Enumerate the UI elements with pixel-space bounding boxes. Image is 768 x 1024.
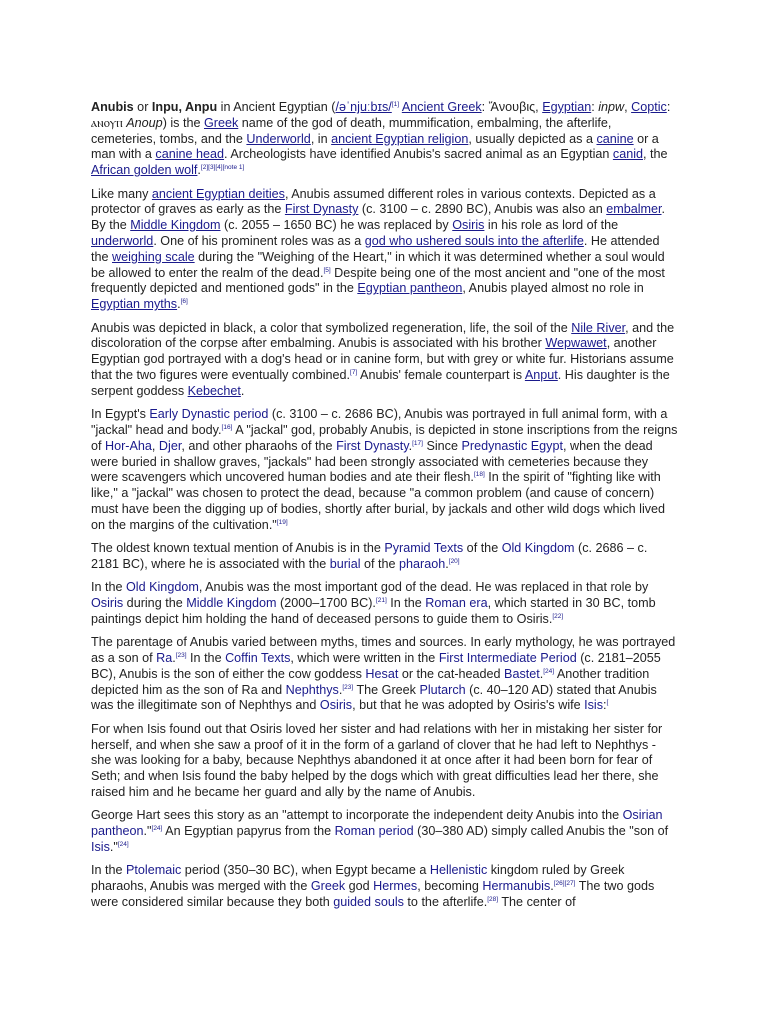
text-run: , Anubis was the most important god of the dead. He was replaced in that role by bbox=[198, 580, 649, 595]
italic-term: inpw bbox=[598, 100, 625, 114]
text-run: ) is the bbox=[162, 115, 204, 130]
text-run: (c. 3100 – c. 2890 BC), Anubis was also an bbox=[358, 202, 607, 217]
inline-link[interactable]: Nephthys bbox=[285, 682, 339, 697]
citation-ref[interactable]: [18] bbox=[473, 471, 485, 479]
text-run: during the "Weighing of the Heart," in which it was determined whether a soul would be allowed to enter the realm of the dead. bbox=[91, 249, 665, 280]
inline-link[interactable]: Bastet bbox=[504, 666, 540, 681]
text-run: The center of bbox=[498, 895, 576, 909]
inline-link[interactable]: canine head bbox=[155, 147, 225, 162]
text-run: ." bbox=[143, 824, 152, 839]
text-run: . He attended the bbox=[91, 233, 660, 264]
citation-ref[interactable]: [1] bbox=[391, 101, 400, 108]
text-run: Despite being one of the most ancient and "one of the most frequently depicted and mentioned gods" in the bbox=[91, 265, 665, 296]
text-run: In the bbox=[91, 580, 127, 595]
text-run: , becoming bbox=[417, 879, 483, 894]
text-run: . bbox=[408, 438, 413, 453]
text-run: George Hart sees this story as an "attempt to incorporate the independent deity Anubis into the bbox=[91, 808, 623, 823]
inline-link[interactable]: Middle Kingdom bbox=[186, 596, 277, 611]
text-run: Anubis was depicted in black, a color that symbolized regeneration, life, the soil of the bbox=[91, 320, 572, 335]
inline-link[interactable]: Predynastic Egypt bbox=[461, 438, 563, 453]
inline-link[interactable]: Ancient Greek bbox=[401, 100, 482, 114]
paragraph bbox=[91, 808, 678, 855]
text-run: . bbox=[550, 879, 554, 894]
inline-link[interactable]: canine bbox=[596, 131, 634, 146]
citation-ref[interactable]: [6] bbox=[180, 298, 188, 306]
citation-ref[interactable]: [28] bbox=[487, 896, 499, 903]
inline-link[interactable]: Egyptian bbox=[542, 100, 592, 114]
inline-link[interactable]: Coffin Texts bbox=[225, 651, 291, 666]
inline-link[interactable]: Osiris bbox=[319, 698, 353, 713]
text-run: . bbox=[445, 556, 449, 571]
citation-ref[interactable]: [16] bbox=[221, 423, 233, 431]
inline-link[interactable]: embalmer bbox=[606, 202, 662, 217]
text-run: Since bbox=[422, 438, 462, 453]
text-run: , the bbox=[643, 147, 668, 162]
paragraph bbox=[91, 863, 678, 910]
text-run: in his role as lord of the bbox=[484, 218, 619, 233]
article-body bbox=[91, 100, 678, 918]
italic-term: Anoup bbox=[126, 115, 163, 130]
text-run: . bbox=[338, 682, 343, 697]
citation-ref[interactable]: [24] bbox=[151, 825, 163, 833]
inline-link[interactable]: ancient Egyptian religion bbox=[331, 131, 469, 146]
paragraph bbox=[91, 580, 678, 627]
inline-link[interactable]: African golden wolf bbox=[91, 163, 198, 178]
text-run: , but that he was adopted by Osiris's wife bbox=[352, 698, 585, 713]
text-run: . bbox=[240, 383, 245, 398]
text-run: An Egyptian papyrus from the bbox=[162, 824, 335, 839]
inline-link[interactable]: Coptic bbox=[631, 100, 667, 114]
text-run: Another tradition depicted him as the son of Ra and bbox=[91, 666, 650, 697]
text-run: during the bbox=[123, 596, 187, 611]
text-run: . bbox=[539, 666, 544, 681]
text-run: , bbox=[624, 100, 632, 114]
inline-link[interactable]: Old Kingdom bbox=[501, 541, 575, 556]
inline-link[interactable]: Kebechet bbox=[187, 383, 241, 398]
inline-link[interactable]: Nile River bbox=[571, 320, 626, 335]
inline-link[interactable]: pharaoh bbox=[399, 556, 446, 571]
inline-link[interactable]: Old Kingdom bbox=[126, 580, 199, 595]
text-run: , when the dead were buried in shallow graves, "jackals" had been strongly associated with cemeteries because they were scavengers which uncovered human bodies and ate their flesh. bbox=[91, 438, 653, 485]
text-run: The Greek bbox=[353, 682, 420, 697]
inline-link[interactable]: burial bbox=[329, 556, 361, 571]
inline-link[interactable]: Roman era bbox=[425, 596, 488, 611]
inline-link[interactable]: Osiris bbox=[452, 218, 485, 233]
citation-ref[interactable]: [21] bbox=[375, 597, 387, 605]
inline-link[interactable]: Middle Kingdom bbox=[130, 218, 221, 233]
text-run: of the bbox=[360, 556, 400, 571]
citation-ref[interactable]: [19] bbox=[276, 518, 288, 526]
inline-link[interactable]: Wepwawet bbox=[545, 336, 607, 351]
citation-ref[interactable]: [ bbox=[606, 699, 609, 707]
text-run: . bbox=[172, 651, 176, 666]
inline-link[interactable]: Roman period bbox=[334, 824, 414, 839]
text-run: In the bbox=[386, 596, 426, 611]
paragraph bbox=[91, 635, 678, 714]
paragraph bbox=[91, 321, 678, 400]
inline-link[interactable]: Hermes bbox=[373, 879, 418, 894]
inline-link[interactable]: canid bbox=[612, 147, 643, 162]
text-run: The parentage of Anubis varied between myths, times and sources. In early mythology, he was portrayed as a son of bbox=[91, 635, 676, 666]
text-run: (2000–1700 BC). bbox=[276, 596, 376, 611]
text-run: , usually depicted as a bbox=[468, 131, 597, 146]
inline-link[interactable]: Egyptian myths bbox=[91, 297, 178, 312]
text-run: , bbox=[151, 438, 159, 453]
bold-term: Anubis bbox=[91, 100, 134, 114]
text-run: The oldest known textual mention of Anubis is in the bbox=[91, 541, 385, 556]
text-run: (c. 40–120 AD) stated that Anubis was the illegitimate son of Nephthys and bbox=[91, 682, 657, 713]
inline-link[interactable]: ancient Egyptian deities bbox=[151, 186, 285, 201]
inline-link[interactable]: Osiris bbox=[91, 596, 124, 611]
inline-link[interactable]: Djer bbox=[158, 438, 182, 453]
text-run: kingdom ruled by Greek pharaohs, Anubis was merged with the bbox=[91, 863, 625, 894]
text-run: , in bbox=[310, 131, 332, 146]
text-run: For when Isis found out that Osiris loved her sister and had relations with her in mistaking her sister for herself, and when she saw a proof of it in the form of a garland of clover that he had left to Nephthys - she was looking for a baby, because Nephthys abandoned it at once after it had been born for fear of Seth; and when Isis found the baby helped by the dogs which with great difficulties lead her there, she raised him and he became her guard and ally by the name of Anubis. bbox=[91, 721, 663, 800]
paragraph bbox=[91, 187, 678, 313]
text-run: . One of his prominent roles was as a bbox=[153, 233, 365, 248]
text-run: name of the god of death, mummification, embalming, the afterlife, cemeteries, tombs, and the bbox=[91, 115, 612, 146]
inline-link[interactable]: Greek bbox=[310, 879, 346, 894]
text-run: in Ancient Egyptian ( bbox=[217, 100, 336, 114]
inline-link[interactable]: Isis bbox=[91, 840, 110, 855]
inline-link[interactable]: Early Dynastic period bbox=[149, 407, 269, 422]
text-run: of the bbox=[463, 541, 502, 556]
inline-link[interactable]: Pyramid Texts bbox=[384, 541, 464, 556]
inline-link[interactable]: Hellenistic bbox=[429, 863, 488, 878]
text-run: to the afterlife. bbox=[403, 895, 488, 909]
inline-link[interactable]: Isis bbox=[584, 698, 604, 713]
inline-link[interactable]: Plutarch bbox=[419, 682, 466, 697]
text-run: : ⲁⲛⲟⲩⲡ bbox=[91, 100, 671, 130]
text-run: ." bbox=[109, 840, 118, 855]
inline-link[interactable]: Hermanubis bbox=[482, 879, 551, 894]
text-run: , and other pharaohs of the bbox=[181, 438, 337, 453]
text-run: In Egypt's bbox=[91, 407, 150, 422]
text-run: god bbox=[345, 879, 374, 894]
text-run: , Anubis assumed different roles in various contexts. Depicted as a protector of graves as early as the bbox=[91, 186, 656, 217]
text-run: . bbox=[177, 297, 181, 312]
paragraph bbox=[91, 407, 678, 533]
citation-ref[interactable]: [26][27] bbox=[553, 880, 576, 888]
inline-link[interactable]: Osirian pantheon bbox=[91, 808, 663, 839]
inline-link[interactable]: Hor-Aha bbox=[105, 438, 152, 453]
citation-ref[interactable]: [7] bbox=[350, 368, 358, 376]
inline-link[interactable]: Greek bbox=[203, 115, 239, 130]
text-run: In the bbox=[186, 651, 226, 666]
text-run: , which were written in the bbox=[290, 651, 439, 666]
text-run: The two gods were considered similar because they both bbox=[91, 879, 655, 909]
text-run: , another Egyptian god portrayed with a dog's head or in canine form, but with grey or white fur. Historians assume that the two figures were eventually combined. bbox=[91, 336, 674, 382]
citation-ref[interactable]: [24] bbox=[117, 841, 129, 849]
inline-link[interactable]: Egyptian pantheon bbox=[357, 281, 463, 296]
inline-link[interactable]: Ra bbox=[156, 651, 173, 666]
text-run: (30–380 AD) simply called Anubis the "son of bbox=[413, 824, 669, 839]
text-run: , and the discoloration of the corpse after embalming. Anubis is associated with his brother bbox=[91, 320, 675, 351]
text-run: (c. 2686 – c. 2181 BC), where he is associated with the bbox=[91, 541, 648, 571]
inline-link[interactable]: underworld bbox=[91, 233, 154, 248]
citation-ref[interactable]: [2][3][4][note 1] bbox=[200, 164, 245, 172]
paragraph bbox=[91, 541, 678, 573]
citation-ref[interactable]: [23] bbox=[175, 652, 187, 660]
text-run: (c. 2181–2055 BC), Anubis is the son of either the cow goddess bbox=[91, 651, 661, 681]
text-run: In the bbox=[91, 863, 127, 878]
citation-ref[interactable]: [22] bbox=[552, 612, 564, 620]
text-run: : bbox=[591, 100, 599, 114]
text-run: Anubis' female counterpart is bbox=[357, 367, 525, 382]
inline-link[interactable]: Underworld bbox=[246, 131, 311, 146]
text-run: or bbox=[133, 100, 152, 114]
text-run: (c. 2055 – 1650 BC) he was replaced by bbox=[220, 218, 453, 233]
inline-link[interactable]: Ptolemaic bbox=[126, 863, 182, 878]
citation-ref[interactable]: [17] bbox=[412, 439, 423, 447]
text-run: . Archeologists have identified Anubis's sacred animal as an Egyptian bbox=[224, 147, 613, 162]
inline-link[interactable]: Hesat bbox=[365, 666, 399, 681]
text-run: . His daughter is the serpent goddess bbox=[91, 367, 670, 398]
inline-link[interactable]: First Dynasty bbox=[284, 202, 359, 217]
citation-ref[interactable]: [5] bbox=[323, 266, 331, 274]
text-run: In the spirit of "fighting like with like," a "jackal" was chosen to protect the dead, because "a common problem (and cause of concern) must have been the digging up of bodies, shortly after burial, by jackals and other wild dogs which lived on the margins of the cultivation." bbox=[91, 470, 666, 532]
inline-link[interactable]: weighing scale bbox=[112, 249, 195, 264]
inline-link[interactable]: /əˈnjuːbɪs/ bbox=[335, 100, 392, 114]
citation-ref[interactable]: [20] bbox=[448, 557, 460, 565]
text-run: . By the bbox=[91, 202, 666, 233]
bold-term: Inpu, Anpu bbox=[151, 100, 218, 114]
text-run: (c. 3100 – c. 2686 BC), Anubis was portrayed in full animal form, with a "jackal" head and body. bbox=[91, 407, 668, 437]
inline-link[interactable]: First Dynasty bbox=[336, 438, 409, 453]
inline-link[interactable]: Anput bbox=[524, 367, 558, 382]
inline-link[interactable]: First Intermediate Period bbox=[438, 651, 577, 666]
text-run: A "jackal" god, probably Anubis, is depicted in stone inscriptions from the reigns of bbox=[91, 422, 678, 453]
text-run: : bbox=[603, 698, 607, 713]
paragraph bbox=[91, 722, 678, 801]
inline-link[interactable]: guided souls bbox=[333, 895, 404, 909]
citation-ref[interactable]: [24] bbox=[543, 667, 555, 675]
text-run: , Anubis played almost no role in bbox=[462, 281, 644, 296]
text-run: period (350–30 BC), when Egypt became a bbox=[181, 863, 430, 878]
citation-ref[interactable]: [23] bbox=[342, 683, 354, 691]
inline-link[interactable]: god who ushered souls into the afterlife bbox=[364, 233, 584, 248]
text-run: or a man with a bbox=[91, 131, 659, 162]
text-run: : Ἄνουβις, bbox=[481, 100, 543, 114]
text-run: , which started in 30 BC, tomb paintings depict him holding the hand of deceased persons to guide them to Osiris. bbox=[91, 596, 656, 626]
paragraph bbox=[91, 100, 678, 179]
text-run: or the cat-headed bbox=[398, 666, 505, 681]
text-run: Like many bbox=[91, 186, 152, 201]
text-run: . bbox=[197, 163, 201, 178]
